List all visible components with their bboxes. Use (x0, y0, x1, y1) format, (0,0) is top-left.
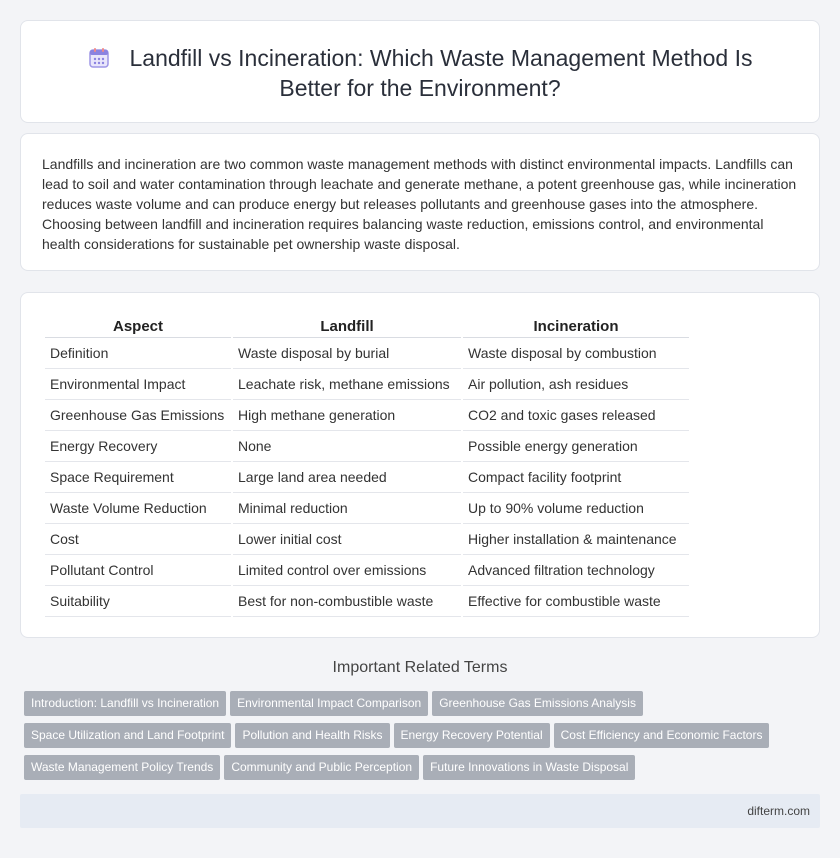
related-term-tag[interactable]: Introduction: Landfill vs Incineration (24, 691, 226, 716)
table-row (45, 524, 689, 555)
cell-incineration: Compact facility footprint (463, 462, 689, 493)
cell-aspect: Greenhouse Gas Emissions (45, 400, 231, 431)
cell-landfill: Limited control over emissions (233, 555, 461, 586)
cell-incineration: Higher installation & maintenance (463, 524, 689, 555)
table-row (45, 338, 689, 369)
cell-landfill: Minimal reduction (233, 493, 461, 524)
comparison-table (43, 315, 691, 617)
cell-landfill: Large land area needed (233, 462, 461, 493)
table-row (45, 431, 689, 462)
related-term-tag[interactable]: Community and Public Perception (224, 755, 419, 780)
table-row (45, 400, 689, 431)
related-term-tag[interactable]: Environmental Impact Comparison (230, 691, 428, 716)
related-term-tag[interactable]: Energy Recovery Potential (394, 723, 550, 748)
header-landfill: Landfill (233, 315, 461, 338)
related-term-tag[interactable]: Cost Efficiency and Economic Factors (554, 723, 770, 748)
table-row (45, 586, 689, 617)
table-header-row (45, 315, 689, 338)
related-terms-tags (24, 691, 804, 787)
cell-incineration: Up to 90% volume reduction (463, 493, 689, 524)
cell-aspect: Space Requirement (45, 462, 231, 493)
page-title: Landfill vs Incineration: Which Waste Management Method Is Better for the Environment? (129, 45, 753, 101)
cell-aspect: Suitability (45, 586, 231, 617)
tag-row (24, 723, 804, 755)
table-row (45, 555, 689, 586)
cell-aspect: Energy Recovery (45, 431, 231, 462)
tag-row (24, 755, 804, 787)
related-term-tag[interactable]: Waste Management Policy Trends (24, 755, 220, 780)
cell-incineration: Advanced filtration technology (463, 555, 689, 586)
table-row (45, 493, 689, 524)
intro-paragraph: Landfills and incineration are two common waste management methods with distinct environmental impacts. Landfills can lead to soil and water contamination through leachate and generate methane, a potent greenhouse gas, while incineration reduces waste volume and can produce energy but releases pollutants and greenhouse gases into the atmosphere. Choosing between landfill and incineration requires balancing waste reduction, emissions control, and environmental health considerations for sustainable pet ownership waste disposal. (42, 156, 797, 252)
cell-aspect: Definition (45, 338, 231, 369)
cell-landfill: Lower initial cost (233, 524, 461, 555)
header-incineration: Incineration (463, 315, 689, 338)
comparison-card (20, 292, 820, 638)
table-body (45, 338, 689, 617)
related-term-tag[interactable]: Greenhouse Gas Emissions Analysis (432, 691, 643, 716)
title-card (20, 20, 820, 123)
cell-incineration: CO2 and toxic gases released (463, 400, 689, 431)
table-row (45, 462, 689, 493)
related-term-tag[interactable]: Pollution and Health Risks (235, 723, 389, 748)
cell-landfill: Leachate risk, methane emissions (233, 369, 461, 400)
cell-aspect: Waste Volume Reduction (45, 493, 231, 524)
footer-site[interactable]: difterm.com (747, 804, 810, 818)
table-row (45, 369, 689, 400)
cell-landfill: High methane generation (233, 400, 461, 431)
cell-landfill: Waste disposal by burial (233, 338, 461, 369)
related-term-tag[interactable]: Future Innovations in Waste Disposal (423, 755, 635, 780)
cell-aspect: Cost (45, 524, 231, 555)
related-terms-title: Important Related Terms (332, 659, 508, 676)
cell-aspect: Environmental Impact (45, 369, 231, 400)
calendar-icon (88, 47, 110, 69)
header-aspect: Aspect (45, 315, 231, 338)
tag-row (24, 691, 804, 723)
intro-card (20, 133, 820, 271)
cell-incineration: Air pollution, ash residues (463, 369, 689, 400)
cell-incineration: Possible energy generation (463, 431, 689, 462)
cell-landfill: None (233, 431, 461, 462)
cell-incineration: Effective for combustible waste (463, 586, 689, 617)
related-term-tag[interactable]: Space Utilization and Land Footprint (24, 723, 231, 748)
page-title-wrap (71, 43, 769, 103)
footer (20, 794, 820, 828)
cell-landfill: Best for non-combustible waste (233, 586, 461, 617)
cell-incineration: Waste disposal by combustion (463, 338, 689, 369)
cell-aspect: Pollutant Control (45, 555, 231, 586)
